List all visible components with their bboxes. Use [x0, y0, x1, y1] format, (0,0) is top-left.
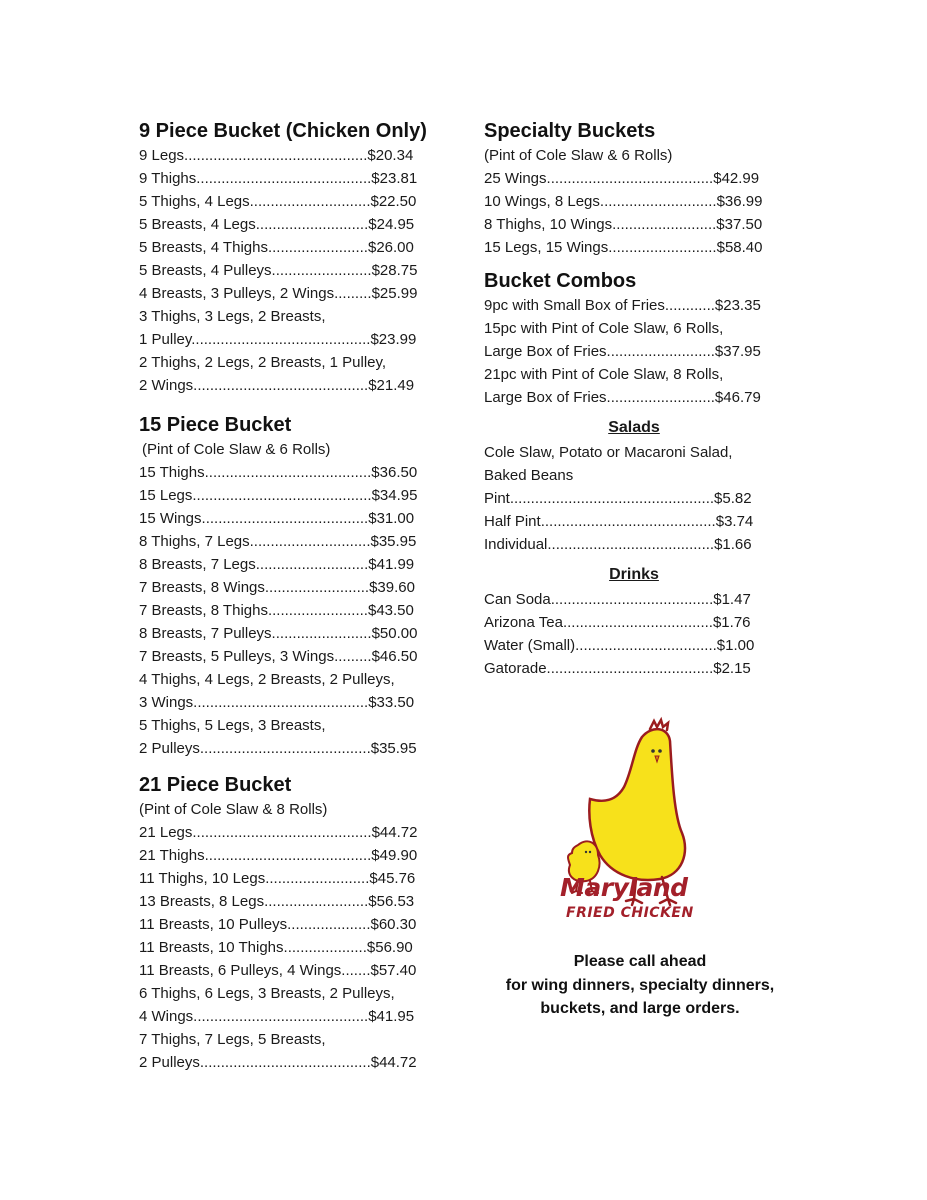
section-21-piece: [139, 772, 459, 1074]
menu-item: Arizona Tea....................................$1.76: [484, 614, 751, 631]
menu-item: 9 Thighs..........................................$23.81: [139, 170, 418, 187]
menu-item: 21 Legs...........................................$44.72: [139, 824, 418, 841]
note-line: buckets, and large orders.: [540, 1000, 740, 1017]
section-subtitle: (Pint of Cole Slaw & 6 Rolls): [484, 147, 673, 164]
menu-item: Individual........................................$1.66: [484, 536, 752, 553]
menu-item: 9 Legs............................................$20.34: [139, 147, 414, 164]
menu-list: [484, 441, 784, 556]
menu-item: 3 Thighs, 3 Legs, 2 Breasts,: [139, 308, 326, 325]
menu-item: 9pc with Small Box of Fries............$23.35: [484, 297, 761, 314]
section-title: Salads: [608, 419, 660, 436]
menu-item: 8 Thighs, 10 Wings.........................$37.50: [484, 216, 763, 233]
menu-item: Cole Slaw, Potato or Macaroni Salad,: [484, 444, 733, 461]
section-subtitle: (Pint of Cole Slaw & 6 Rolls): [142, 441, 331, 458]
section-title: 15 Piece Bucket: [139, 414, 292, 436]
menu-item: Can Soda.......................................$1.47: [484, 591, 751, 608]
menu-item: 15 Legs, 15 Wings..........................$58.40: [484, 239, 763, 256]
menu-item: 11 Breasts, 6 Pulleys, 4 Wings.......$57.40: [139, 962, 417, 979]
menu-item: 8 Breasts, 7 Legs...........................$41.99: [139, 556, 415, 573]
menu-item: 7 Thighs, 7 Legs, 5 Breasts,: [139, 1031, 326, 1048]
call-ahead-note: [484, 950, 796, 1021]
menu-item: 4 Thighs, 4 Legs, 2 Breasts, 2 Pulleys,: [139, 671, 395, 688]
menu-item: 8 Thighs, 7 Legs.............................$35.95: [139, 533, 417, 550]
logo-subtitle: FRIED CHICKEN: [566, 905, 694, 921]
menu-item: Gatorade........................................$2.15: [484, 660, 751, 677]
menu-item: 13 Breasts, 8 Legs.........................$56.53: [139, 893, 415, 910]
section-title: 9 Piece Bucket (Chicken Only): [139, 120, 427, 142]
menu-list: [484, 294, 804, 409]
menu-item: 6 Thighs, 6 Legs, 3 Breasts, 2 Pulleys,: [139, 985, 395, 1002]
section-title: 21 Piece Bucket: [139, 774, 292, 796]
menu-item: 15pc with Pint of Cole Slaw, 6 Rolls,: [484, 320, 724, 337]
menu-item: 21pc with Pint of Cole Slaw, 8 Rolls,: [484, 366, 724, 383]
menu-item: 15 Thighs........................................$36.50: [139, 464, 418, 481]
menu-list: [484, 588, 784, 680]
menu-item: 25 Wings........................................$42.99: [484, 170, 760, 187]
menu-item: 3 Wings..........................................$33.50: [139, 694, 415, 711]
menu-list: [139, 144, 459, 397]
menu-item: Half Pint..........................................$3.74: [484, 513, 754, 530]
menu-item: 11 Breasts, 10 Pulleys....................$60.30: [139, 916, 417, 933]
menu-item: 8 Breasts, 7 Pulleys........................$50.00: [139, 625, 418, 642]
menu-item: 2 Wings..........................................$21.49: [139, 377, 415, 394]
menu-item: Pint.................................................$5.82: [484, 490, 752, 507]
menu-item: 7 Breasts, 5 Pulleys, 3 Wings.........$46.50: [139, 648, 418, 665]
section-drinks: [484, 562, 784, 680]
section-bucket-combos: [484, 268, 804, 409]
menu-item: 7 Breasts, 8 Thighs........................$43.50: [139, 602, 414, 619]
menu-list: [484, 167, 804, 259]
menu-item: Baked Beans: [484, 467, 574, 484]
right-column: [484, 118, 804, 680]
menu-item: Water (Small)..................................$1.00: [484, 637, 755, 654]
menu-item: 2 Thighs, 2 Legs, 2 Breasts, 1 Pulley,: [139, 354, 387, 371]
menu-item: 2 Pulleys.........................................$44.72: [139, 1054, 417, 1071]
menu-item: Large Box of Fries..........................$37.95: [484, 343, 761, 360]
menu-item: 11 Breasts, 10 Thighs....................$56.90: [139, 939, 413, 956]
section-9-piece: [139, 118, 459, 397]
menu-item: 21 Thighs........................................$49.90: [139, 847, 418, 864]
maryland-fried-chicken-logo: [556, 715, 726, 930]
menu-item: 5 Breasts, 4 Pulleys........................$28.75: [139, 262, 418, 279]
section-specialty-buckets: [484, 118, 804, 259]
menu-item: 5 Breasts, 4 Legs...........................$24.95: [139, 216, 415, 233]
menu-item: 4 Wings..........................................$41.95: [139, 1008, 415, 1025]
section-title: Drinks: [609, 566, 659, 583]
section-salads: [484, 415, 784, 556]
section-title: Specialty Buckets: [484, 120, 656, 142]
menu-item: 11 Thighs, 10 Legs.........................$45.76: [139, 870, 416, 887]
section-title: Bucket Combos: [484, 270, 637, 292]
menu-item: 4 Breasts, 3 Pulleys, 2 Wings.........$25.99: [139, 285, 418, 302]
menu-item: 15 Wings........................................$31.00: [139, 510, 415, 527]
menu-item: 5 Breasts, 4 Thighs........................$26.00: [139, 239, 414, 256]
menu-item: Large Box of Fries..........................$46.79: [484, 389, 761, 406]
menu-item: 10 Wings, 8 Legs............................$36.99: [484, 193, 763, 210]
note-line: for wing dinners, specialty dinners,: [505, 976, 775, 994]
left-column: [139, 118, 459, 1074]
menu-item: 15 Legs...........................................$34.95: [139, 487, 418, 504]
menu-item: 2 Pulleys.........................................$35.95: [139, 740, 417, 757]
menu-item: 7 Breasts, 8 Wings.........................$39.60: [139, 579, 415, 596]
logo-wordmark: Maryland: [560, 873, 688, 902]
menu-item: 5 Thighs, 4 Legs.............................$22.50: [139, 193, 417, 210]
menu-list: [139, 461, 459, 760]
note-line: Please call ahead: [573, 953, 707, 970]
menu-item: 1 Pulley...........................................$23.99: [139, 331, 417, 348]
menu-list: [139, 821, 459, 1074]
menu-item: 5 Thighs, 5 Legs, 3 Breasts,: [139, 717, 326, 734]
section-15-piece: [139, 412, 459, 760]
section-subtitle: (Pint of Cole Slaw & 8 Rolls): [139, 801, 328, 818]
